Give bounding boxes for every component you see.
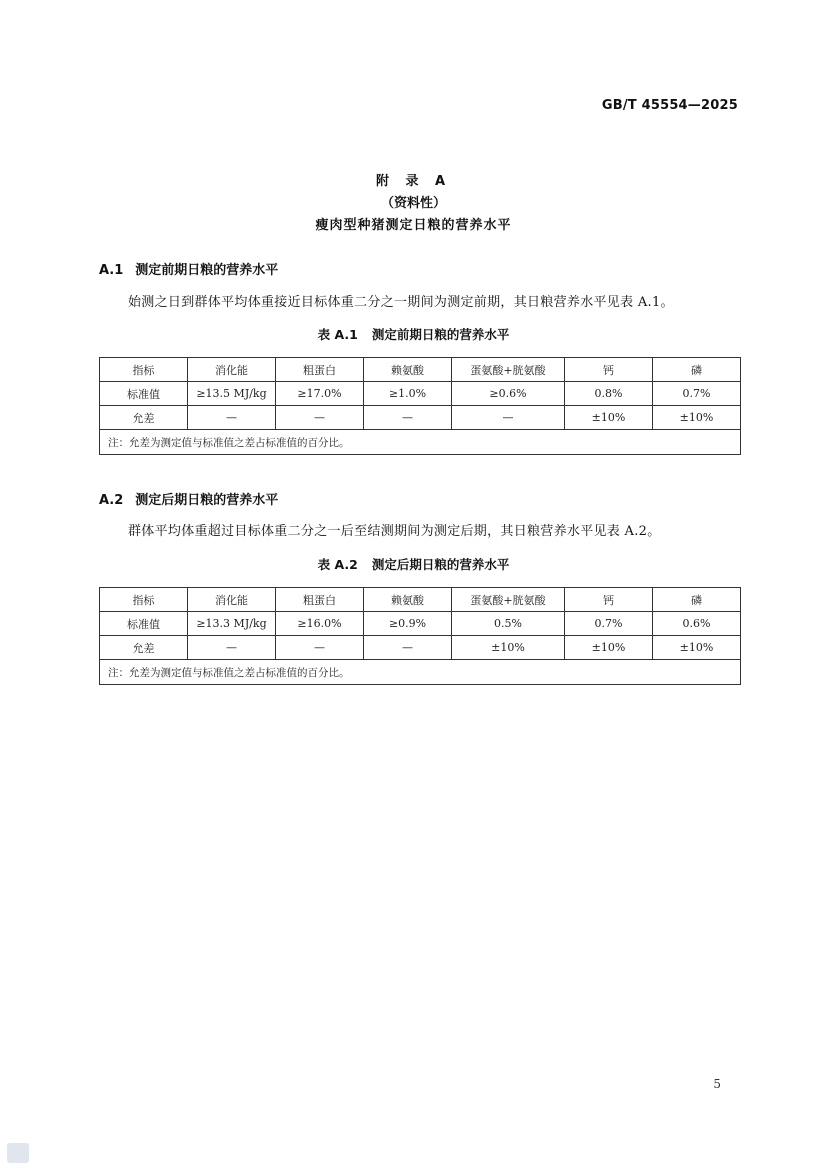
watermark-logo-icon	[7, 1143, 29, 1163]
section-a2-paragraph: 群体平均体重超过目标体重二分之一后至结测期间为测定后期，其日粮营养水平见表 A.2。	[128, 524, 661, 539]
table-a1-caption	[0, 325, 827, 343]
table-row	[100, 406, 741, 430]
table-cell: 0.5%	[452, 612, 565, 636]
table-cell: 0.7%	[653, 382, 741, 406]
table-cell: 标准值	[100, 382, 188, 406]
table-cell: —	[452, 406, 565, 430]
annex-name: 瘦肉型种猪测定日粮的营养水平	[315, 218, 512, 233]
table-cell: ≥17.0%	[276, 382, 364, 406]
table-cell: —	[188, 636, 276, 660]
section-number: A.1	[99, 263, 124, 278]
table-note: 注：允差为测定值与标准值之差占标准值的百分比。	[100, 660, 741, 685]
table-cell: 0.7%	[565, 612, 653, 636]
header-cell: 粗蛋白	[276, 588, 364, 612]
table-header-row	[100, 588, 741, 612]
header-cell: 指标	[100, 358, 188, 382]
table-cell: ±10%	[452, 636, 565, 660]
table-cell: ≥13.3 MJ/kg	[188, 612, 276, 636]
table-cell: ±10%	[653, 406, 741, 430]
table-caption-title: 测定前期日粮的营养水平	[371, 327, 510, 342]
header-cell: 赖氨酸	[364, 588, 452, 612]
table-row	[100, 382, 741, 406]
standard-code: GB/T 45554—2025	[601, 98, 738, 113]
table-cell: —	[276, 636, 364, 660]
header-cell: 粗蛋白	[276, 358, 364, 382]
header-cell: 钙	[565, 358, 653, 382]
table-cell: —	[188, 406, 276, 430]
header-cell: 赖氨酸	[364, 358, 452, 382]
table-cell: ≥0.6%	[452, 382, 565, 406]
table-a1	[99, 357, 741, 455]
table-a2	[99, 587, 741, 685]
table-note: 注：允差为测定值与标准值之差占标准值的百分比。	[100, 430, 741, 455]
table-cell: 允差	[100, 406, 188, 430]
header-cell: 磷	[653, 588, 741, 612]
header-cell: 钙	[565, 588, 653, 612]
table-cell: —	[364, 636, 452, 660]
section-a1-heading	[99, 259, 278, 278]
table-cell: ≥0.9%	[364, 612, 452, 636]
table-caption-number: 表 A.1	[317, 327, 358, 342]
section-a2-heading	[99, 489, 278, 508]
annex-nature: （资料性）	[380, 196, 446, 211]
section-title: 测定前期日粮的营养水平	[135, 263, 279, 278]
table-cell: ±10%	[565, 636, 653, 660]
table-note-row	[100, 660, 741, 685]
section-a1-paragraph: 始测之日到群体平均体重接近目标体重二分之一期间为测定前期，其日粮营养水平见表 A.1。	[128, 295, 674, 310]
table-cell: 标准值	[100, 612, 188, 636]
table-cell: 0.8%	[565, 382, 653, 406]
table-cell: ±10%	[565, 406, 653, 430]
header-cell: 蛋氨酸+胱氨酸	[452, 588, 565, 612]
table-cell: 0.6%	[653, 612, 741, 636]
table-cell: ≥16.0%	[276, 612, 364, 636]
table-cell: —	[276, 406, 364, 430]
table-header-row	[100, 358, 741, 382]
table-a2-caption	[0, 555, 827, 573]
table-row	[100, 636, 741, 660]
section-number: A.2	[99, 493, 124, 508]
table-cell: —	[364, 406, 452, 430]
table-note-row	[100, 430, 741, 455]
section-title: 测定后期日粮的营养水平	[135, 493, 279, 508]
annex-title: 附 录 A	[375, 174, 452, 189]
header-cell: 指标	[100, 588, 188, 612]
table-caption-number: 表 A.2	[317, 557, 358, 572]
header-cell: 蛋氨酸+胱氨酸	[452, 358, 565, 382]
table-cell: ≥13.5 MJ/kg	[188, 382, 276, 406]
header-cell: 消化能	[188, 588, 276, 612]
header-cell: 消化能	[188, 358, 276, 382]
table-cell: ≥1.0%	[364, 382, 452, 406]
table-caption-title: 测定后期日粮的营养水平	[371, 557, 510, 572]
header-cell: 磷	[653, 358, 741, 382]
table-cell: ±10%	[653, 636, 741, 660]
table-row	[100, 612, 741, 636]
table-cell: 允差	[100, 636, 188, 660]
page-number: 5	[713, 1077, 721, 1091]
